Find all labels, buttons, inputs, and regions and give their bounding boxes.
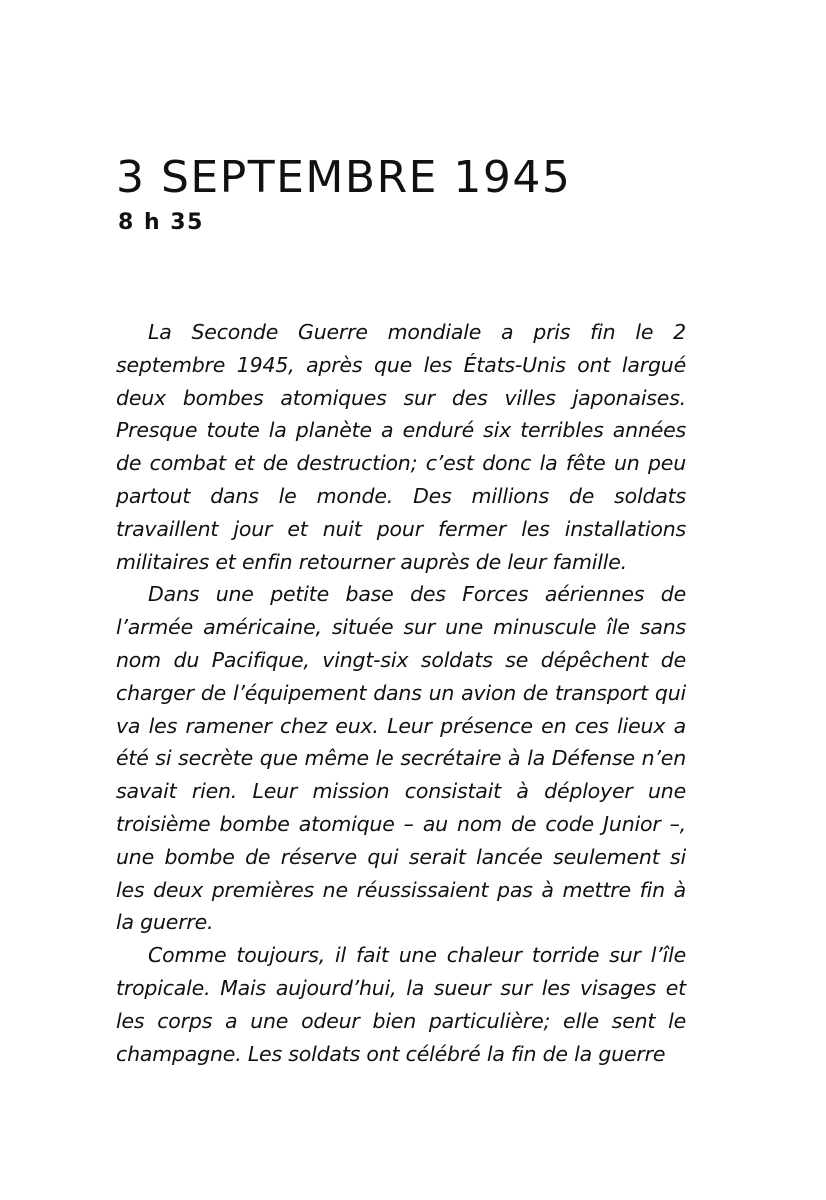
paragraph-3: Comme toujours, il fait une chaleur torride sur l’île tropicale. Mais aujourd’hui, la sueur sur les visages et les corps a une odeur bien particulière; elle sent le champagne. Les soldats ont célébré la fin de la guerre xyxy=(116,943,686,1066)
chapter-time: 8 h 35 xyxy=(118,210,204,235)
chapter-title: 3 SEPTEMBRE 1945 xyxy=(116,152,572,203)
paragraph-1: La Seconde Guerre mondiale a pris fin le 2 septembre 1945, après que les États-Unis ont largué deux bombes atomiques sur des villes japonaises. Presque toute la planète a enduré six terribles années de combat et de destruction; c’est donc la fête un peu partout dans le monde. Des millions de soldats travaillent jour et nuit pour fermer les installations militaires et enfin retourner auprès de leur famille. xyxy=(116,320,686,574)
body-text xyxy=(116,316,686,1070)
paragraph-2: Dans une petite base des Forces aériennes de l’armée américaine, située sur une minuscule île sans nom du Pacifique, vingt-six soldats se dépêchent de charger de l’équipement dans un avion de transport qui va les ramener chez eux. Leur présence en ces lieux a été si secrète que même le secrétaire à la Défense n’en savait rien. Leur mission consistait à déployer une troisième bombe atomique – au nom de code Junior –, une bombe de réserve qui serait lancée seulement si les deux premières ne réussissaient pas à mettre fin à la guerre. xyxy=(116,582,686,935)
